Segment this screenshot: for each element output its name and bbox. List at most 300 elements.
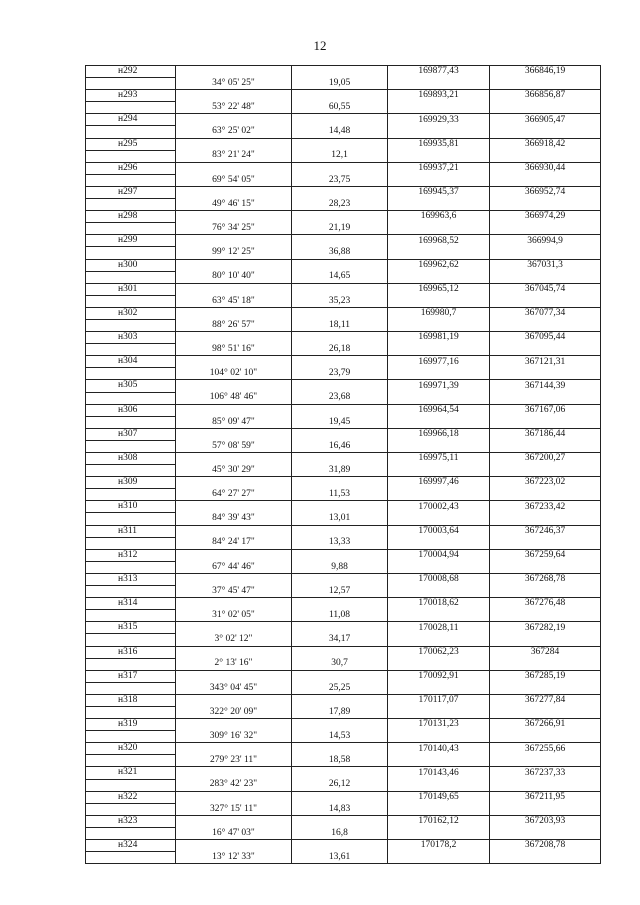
distance-cell: 23,68 [292, 392, 388, 404]
distance-cell: 26,18 [292, 344, 388, 356]
point-blank-cell [86, 561, 176, 573]
y-blank-cell [490, 465, 601, 477]
point-row [86, 138, 601, 150]
angle-blank-cell [176, 767, 292, 779]
direction-angle-cell: 67° 44' 46" [176, 561, 292, 573]
segment-row [86, 78, 601, 90]
x-blank-cell [388, 368, 490, 380]
x-coordinate-cell: 170149,65 [388, 791, 490, 803]
point-blank-cell [86, 199, 176, 211]
y-coordinate-cell: 367233,42 [490, 501, 601, 513]
x-coordinate-cell: 169962,62 [388, 259, 490, 271]
distance-blank-cell [292, 477, 388, 489]
point-blank-cell [86, 319, 176, 331]
x-coordinate-cell: 170003,64 [388, 525, 490, 537]
point-blank-cell [86, 78, 176, 90]
x-coordinate-cell: 170131,23 [388, 719, 490, 731]
direction-angle-cell: 3° 02' 12" [176, 634, 292, 646]
point-number-cell: н301 [86, 283, 176, 295]
segment-row [86, 827, 601, 839]
point-blank-cell [86, 803, 176, 815]
coordinates-table-body [86, 66, 601, 864]
y-blank-cell [490, 779, 601, 791]
segment-row [86, 634, 601, 646]
y-coordinate-cell: 367186,44 [490, 428, 601, 440]
point-row [86, 573, 601, 585]
y-coordinate-cell: 367237,33 [490, 767, 601, 779]
distance-cell: 30,7 [292, 658, 388, 670]
y-coordinate-cell: 367246,37 [490, 525, 601, 537]
direction-angle-cell: 279° 23' 11" [176, 755, 292, 767]
y-coordinate-cell: 367255,66 [490, 743, 601, 755]
y-coordinate-cell: 367268,78 [490, 573, 601, 585]
point-row [86, 186, 601, 198]
point-blank-cell [86, 827, 176, 839]
point-row [86, 356, 601, 368]
angle-blank-cell [176, 622, 292, 634]
x-blank-cell [388, 271, 490, 283]
y-blank-cell [490, 731, 601, 743]
distance-cell: 14,65 [292, 271, 388, 283]
x-blank-cell [388, 319, 490, 331]
x-blank-cell [388, 150, 490, 162]
point-row [86, 453, 601, 465]
direction-angle-cell: 76° 34' 25" [176, 223, 292, 235]
point-blank-cell [86, 344, 176, 356]
point-blank-cell [86, 150, 176, 162]
angle-blank-cell [176, 307, 292, 319]
angle-blank-cell [176, 138, 292, 150]
point-row [86, 259, 601, 271]
direction-angle-cell: 84° 24' 17" [176, 537, 292, 549]
y-blank-cell [490, 537, 601, 549]
direction-angle-cell: 104° 02' 10" [176, 368, 292, 380]
point-number-cell: н310 [86, 501, 176, 513]
segment-row [86, 465, 601, 477]
direction-angle-cell: 106° 48' 46" [176, 392, 292, 404]
x-blank-cell [388, 779, 490, 791]
point-row [86, 791, 601, 803]
y-blank-cell [490, 827, 601, 839]
x-coordinate-cell: 169929,33 [388, 114, 490, 126]
point-number-cell: н312 [86, 549, 176, 561]
distance-blank-cell [292, 694, 388, 706]
point-row [86, 549, 601, 561]
y-blank-cell [490, 344, 601, 356]
x-blank-cell [388, 610, 490, 622]
point-blank-cell [86, 852, 176, 864]
direction-angle-cell: 80° 10' 40" [176, 271, 292, 283]
distance-blank-cell [292, 356, 388, 368]
x-blank-cell [388, 344, 490, 356]
point-row [86, 622, 601, 634]
segment-row [86, 731, 601, 743]
x-blank-cell [388, 682, 490, 694]
x-blank-cell [388, 731, 490, 743]
angle-blank-cell [176, 356, 292, 368]
x-coordinate-cell: 169980,7 [388, 307, 490, 319]
angle-blank-cell [176, 646, 292, 658]
y-blank-cell [490, 416, 601, 428]
angle-blank-cell [176, 743, 292, 755]
distance-cell: 28,23 [292, 199, 388, 211]
distance-cell: 14,48 [292, 126, 388, 138]
x-blank-cell [388, 852, 490, 864]
direction-angle-cell: 98° 51' 16" [176, 344, 292, 356]
point-row [86, 525, 601, 537]
direction-angle-cell: 69° 54' 05" [176, 174, 292, 186]
point-blank-cell [86, 610, 176, 622]
point-number-cell: н303 [86, 332, 176, 344]
y-blank-cell [490, 586, 601, 598]
distance-cell: 11,53 [292, 489, 388, 501]
y-blank-cell [490, 440, 601, 452]
distance-blank-cell [292, 573, 388, 585]
y-blank-cell [490, 223, 601, 235]
y-blank-cell [490, 755, 601, 767]
distance-cell: 13,01 [292, 513, 388, 525]
x-coordinate-cell: 170028,11 [388, 622, 490, 634]
angle-blank-cell [176, 791, 292, 803]
segment-row [86, 779, 601, 791]
page-number: 12 [313, 38, 327, 53]
point-row [86, 428, 601, 440]
segment-row [86, 440, 601, 452]
point-blank-cell [86, 779, 176, 791]
point-blank-cell [86, 731, 176, 743]
y-coordinate-cell: 367203,93 [490, 815, 601, 827]
distance-blank-cell [292, 719, 388, 731]
x-coordinate-cell: 169945,37 [388, 186, 490, 198]
y-coordinate-cell: 366846,19 [490, 66, 601, 78]
distance-cell: 31,89 [292, 465, 388, 477]
x-blank-cell [388, 247, 490, 259]
y-coordinate-cell: 367285,19 [490, 670, 601, 682]
point-row [86, 211, 601, 223]
x-blank-cell [388, 465, 490, 477]
x-blank-cell [388, 658, 490, 670]
angle-blank-cell [176, 332, 292, 344]
x-coordinate-cell: 169937,21 [388, 162, 490, 174]
y-coordinate-cell: 366930,44 [490, 162, 601, 174]
angle-blank-cell [176, 235, 292, 247]
y-coordinate-cell: 367276,48 [490, 598, 601, 610]
x-coordinate-cell: 170143,46 [388, 767, 490, 779]
distance-blank-cell [292, 743, 388, 755]
point-number-cell: н294 [86, 114, 176, 126]
x-coordinate-cell: 170092,91 [388, 670, 490, 682]
x-blank-cell [388, 392, 490, 404]
point-row [86, 66, 601, 78]
point-row [86, 767, 601, 779]
direction-angle-cell: 327° 15' 11" [176, 803, 292, 815]
distance-blank-cell [292, 211, 388, 223]
point-row [86, 332, 601, 344]
point-row [86, 90, 601, 102]
distance-blank-cell [292, 428, 388, 440]
distance-blank-cell [292, 332, 388, 344]
segment-row [86, 247, 601, 259]
x-blank-cell [388, 706, 490, 718]
point-row [86, 815, 601, 827]
x-blank-cell [388, 803, 490, 815]
distance-blank-cell [292, 283, 388, 295]
angle-blank-cell [176, 501, 292, 513]
segment-row [86, 586, 601, 598]
y-blank-cell [490, 174, 601, 186]
y-coordinate-cell: 367223,02 [490, 477, 601, 489]
point-blank-cell [86, 706, 176, 718]
segment-row [86, 392, 601, 404]
segment-row [86, 610, 601, 622]
direction-angle-cell: 2° 13' 16" [176, 658, 292, 670]
distance-cell: 9,88 [292, 561, 388, 573]
x-coordinate-cell: 169877,43 [388, 66, 490, 78]
segment-row [86, 126, 601, 138]
point-blank-cell [86, 271, 176, 283]
y-blank-cell [490, 392, 601, 404]
point-blank-cell [86, 658, 176, 670]
point-number-cell: н300 [86, 259, 176, 271]
y-coordinate-cell: 366905,47 [490, 114, 601, 126]
segment-row [86, 295, 601, 307]
point-row [86, 670, 601, 682]
y-blank-cell [490, 852, 601, 864]
point-blank-cell [86, 416, 176, 428]
angle-blank-cell [176, 477, 292, 489]
y-coordinate-cell: 366856,87 [490, 90, 601, 102]
point-number-cell: н296 [86, 162, 176, 174]
point-row [86, 477, 601, 489]
point-blank-cell [86, 392, 176, 404]
point-row [86, 404, 601, 416]
distance-blank-cell [292, 259, 388, 271]
angle-blank-cell [176, 211, 292, 223]
angle-blank-cell [176, 380, 292, 392]
point-number-cell: н319 [86, 719, 176, 731]
x-coordinate-cell: 169971,39 [388, 380, 490, 392]
point-number-cell: н318 [86, 694, 176, 706]
angle-blank-cell [176, 815, 292, 827]
segment-row [86, 755, 601, 767]
coordinates-table [85, 65, 601, 864]
x-coordinate-cell: 170004,94 [388, 549, 490, 561]
angle-blank-cell [176, 404, 292, 416]
distance-cell: 36,88 [292, 247, 388, 259]
x-blank-cell [388, 126, 490, 138]
segment-row [86, 102, 601, 114]
y-blank-cell [490, 78, 601, 90]
distance-blank-cell [292, 404, 388, 416]
x-blank-cell [388, 537, 490, 549]
point-row [86, 719, 601, 731]
y-coordinate-cell: 367211,95 [490, 791, 601, 803]
direction-angle-cell: 57° 08' 59" [176, 440, 292, 452]
direction-angle-cell: 84° 39' 43" [176, 513, 292, 525]
point-number-cell: н293 [86, 90, 176, 102]
point-number-cell: н298 [86, 211, 176, 223]
point-blank-cell [86, 489, 176, 501]
point-number-cell: н308 [86, 453, 176, 465]
angle-blank-cell [176, 259, 292, 271]
distance-cell: 14,83 [292, 803, 388, 815]
angle-blank-cell [176, 719, 292, 731]
x-blank-cell [388, 78, 490, 90]
point-blank-cell [86, 465, 176, 477]
distance-blank-cell [292, 453, 388, 465]
angle-blank-cell [176, 694, 292, 706]
angle-blank-cell [176, 186, 292, 198]
direction-angle-cell: 31° 02' 05" [176, 610, 292, 622]
y-blank-cell [490, 706, 601, 718]
x-coordinate-cell: 169963,6 [388, 211, 490, 223]
angle-blank-cell [176, 90, 292, 102]
y-coordinate-cell: 367208,78 [490, 840, 601, 852]
point-row [86, 598, 601, 610]
y-coordinate-cell: 367284 [490, 646, 601, 658]
x-coordinate-cell: 170140,43 [388, 743, 490, 755]
x-blank-cell [388, 489, 490, 501]
y-blank-cell [490, 634, 601, 646]
angle-blank-cell [176, 66, 292, 78]
point-number-cell: н299 [86, 235, 176, 247]
x-coordinate-cell: 169935,81 [388, 138, 490, 150]
x-blank-cell [388, 755, 490, 767]
angle-blank-cell [176, 114, 292, 126]
x-coordinate-cell: 169968,52 [388, 235, 490, 247]
angle-blank-cell [176, 162, 292, 174]
x-blank-cell [388, 295, 490, 307]
distance-cell: 18,58 [292, 755, 388, 767]
point-blank-cell [86, 440, 176, 452]
distance-cell: 23,75 [292, 174, 388, 186]
direction-angle-cell: 64° 27' 27" [176, 489, 292, 501]
point-blank-cell [86, 368, 176, 380]
segment-row [86, 174, 601, 186]
x-coordinate-cell: 169975,11 [388, 453, 490, 465]
segment-row [86, 199, 601, 211]
point-number-cell: н304 [86, 356, 176, 368]
distance-blank-cell [292, 380, 388, 392]
point-row [86, 501, 601, 513]
point-number-cell: н305 [86, 380, 176, 392]
point-row [86, 840, 601, 852]
point-row [86, 114, 601, 126]
y-coordinate-cell: 367144,39 [490, 380, 601, 392]
segment-row [86, 271, 601, 283]
distance-blank-cell [292, 114, 388, 126]
distance-blank-cell [292, 186, 388, 198]
direction-angle-cell: 34° 05' 25" [176, 78, 292, 90]
point-row [86, 162, 601, 174]
point-row [86, 694, 601, 706]
y-coordinate-cell: 367277,84 [490, 694, 601, 706]
point-row [86, 646, 601, 658]
point-number-cell: н324 [86, 840, 176, 852]
direction-angle-cell: 53° 22' 48" [176, 102, 292, 114]
segment-row [86, 150, 601, 162]
distance-blank-cell [292, 307, 388, 319]
distance-cell: 25,25 [292, 682, 388, 694]
direction-angle-cell: 343° 04' 45" [176, 682, 292, 694]
y-blank-cell [490, 561, 601, 573]
distance-blank-cell [292, 501, 388, 513]
x-blank-cell [388, 416, 490, 428]
direction-angle-cell: 63° 45' 18" [176, 295, 292, 307]
y-blank-cell [490, 247, 601, 259]
segment-row [86, 344, 601, 356]
y-blank-cell [490, 513, 601, 525]
distance-cell: 12,1 [292, 150, 388, 162]
distance-blank-cell [292, 598, 388, 610]
point-blank-cell [86, 513, 176, 525]
y-coordinate-cell: 367200,27 [490, 453, 601, 465]
distance-cell: 13,33 [292, 537, 388, 549]
y-blank-cell [490, 295, 601, 307]
point-blank-cell [86, 682, 176, 694]
distance-cell: 14,53 [292, 731, 388, 743]
x-coordinate-cell: 169964,54 [388, 404, 490, 416]
x-coordinate-cell: 170008,68 [388, 573, 490, 585]
point-blank-cell [86, 174, 176, 186]
distance-blank-cell [292, 622, 388, 634]
y-blank-cell [490, 150, 601, 162]
point-number-cell: н315 [86, 622, 176, 634]
point-row [86, 235, 601, 247]
angle-blank-cell [176, 670, 292, 682]
distance-cell: 16,46 [292, 440, 388, 452]
direction-angle-cell: 13° 12' 33" [176, 852, 292, 864]
y-coordinate-cell: 366952,74 [490, 186, 601, 198]
distance-blank-cell [292, 90, 388, 102]
segment-row [86, 658, 601, 670]
point-blank-cell [86, 586, 176, 598]
segment-row [86, 803, 601, 815]
point-blank-cell [86, 755, 176, 767]
y-blank-cell [490, 682, 601, 694]
x-blank-cell [388, 634, 490, 646]
y-blank-cell [490, 199, 601, 211]
y-coordinate-cell: 367282,19 [490, 622, 601, 634]
x-coordinate-cell: 169997,46 [388, 477, 490, 489]
y-blank-cell [490, 319, 601, 331]
x-coordinate-cell: 170178,2 [388, 840, 490, 852]
point-number-cell: н313 [86, 573, 176, 585]
segment-row [86, 537, 601, 549]
x-blank-cell [388, 586, 490, 598]
x-coordinate-cell: 169965,12 [388, 283, 490, 295]
direction-angle-cell: 85° 09' 47" [176, 416, 292, 428]
distance-cell: 12,57 [292, 586, 388, 598]
angle-blank-cell [176, 525, 292, 537]
y-coordinate-cell: 366994,9 [490, 235, 601, 247]
distance-cell: 17,89 [292, 706, 388, 718]
point-blank-cell [86, 102, 176, 114]
point-number-cell: н314 [86, 598, 176, 610]
segment-row [86, 319, 601, 331]
x-blank-cell [388, 102, 490, 114]
direction-angle-cell: 309° 16' 32" [176, 731, 292, 743]
distance-blank-cell [292, 66, 388, 78]
angle-blank-cell [176, 283, 292, 295]
y-blank-cell [490, 489, 601, 501]
direction-angle-cell: 322° 20' 09" [176, 706, 292, 718]
y-coordinate-cell: 366974,29 [490, 211, 601, 223]
segment-row [86, 368, 601, 380]
y-blank-cell [490, 610, 601, 622]
distance-blank-cell [292, 525, 388, 537]
direction-angle-cell: 45° 30' 29" [176, 465, 292, 477]
